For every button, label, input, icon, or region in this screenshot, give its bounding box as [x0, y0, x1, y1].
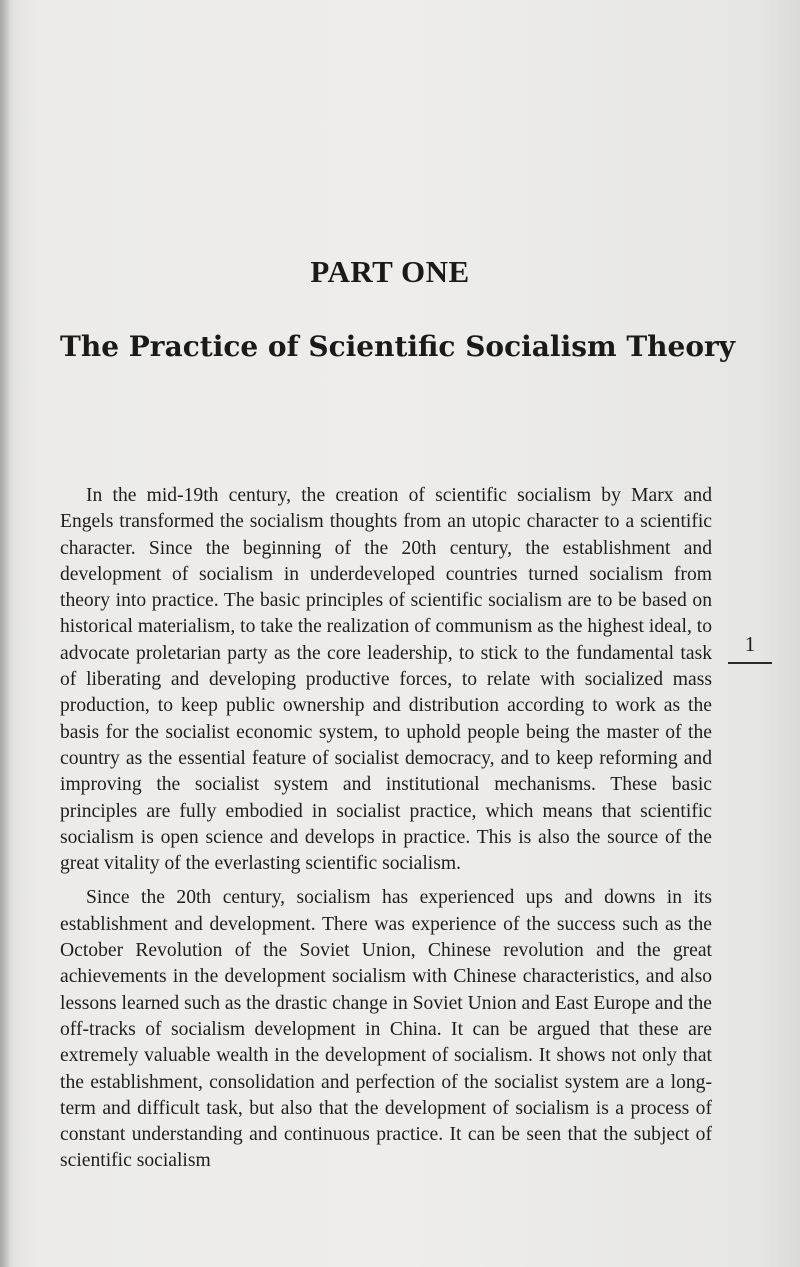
body-text — [60, 483, 712, 1183]
page-number: 1 — [744, 632, 756, 656]
paragraph: In the mid-19th century, the creation of scientific socialism by Marx and Engels transformed the socialism thoughts from an utopic character to a scientific character. Since the beginning of the 20th century, the establishment and development of socialism in underdeveloped countries turned socialism from theory into practice. The basic principles of scientific socialism are to be based on historical materialism, to take the realization of communism as the highest ideal, to advocate proletarian party as the core leadership, to stick to the fundamental task of liberating and developing productive forces, to relate with socialized mass production, to keep public ownership and distribution according to work as the basis for the socialist economic system, to uphold people being the master of the country as the essential feature of socialist democracy, and to keep reforming and improving the socialist system and institutional mechanisms. These basic principles are fully embodied in socialist practice, which means that scientific socialism is open science and develops in practice. This is also the source of the great vitality of the everlasting scientific socialism. — [60, 485, 712, 875]
part-heading: PART ONE — [310, 254, 470, 289]
spine-shadow — [0, 0, 10, 1267]
part-title: The Practice of Scientific Socialism Theory — [60, 330, 736, 363]
paragraph: Since the 20th century, socialism has experienced ups and downs in its establishment and development. There was experience of the success such as the October Revolution of the Soviet Union, Chinese revolution and the great achievements in the development socialism with Chinese characteristics, and also lessons learned such as the drastic change in Soviet Union and East Europe and the off-tracks of socialism development in China. It can be argued that these are extremely valuable wealth in the development of socialism. It shows not only that the establishment, consolidation and perfection of the socialist system are a long-term and difficult task, but also that the development of socialism is a process of constant understanding and continuous practice. It can be seen that the subject of scientific socialism — [60, 887, 712, 1172]
page-number-rule — [728, 662, 772, 664]
